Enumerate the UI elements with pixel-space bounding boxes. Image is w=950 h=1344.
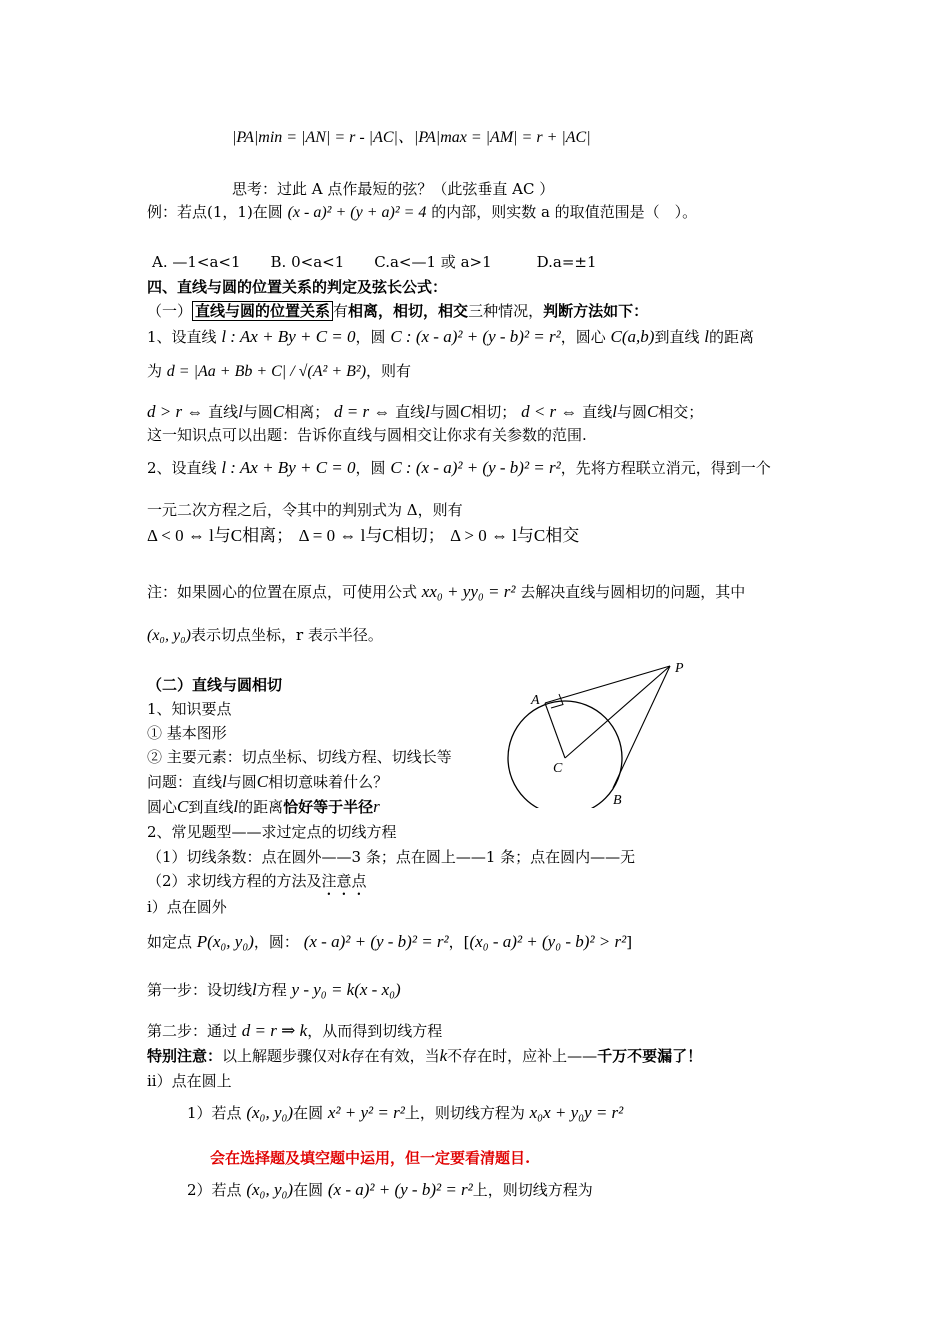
example-line bbox=[147, 203, 697, 222]
distance-cases-line bbox=[147, 402, 703, 422]
point-on-circle bbox=[147, 1072, 232, 1090]
discriminant-text: 一元二次方程之后，令其中的判别式为 Δ，则有 bbox=[147, 501, 463, 519]
question-prefix: 问题：直线 bbox=[147, 773, 223, 791]
case-two-then: 上，则切线方程为 bbox=[472, 1181, 593, 1199]
section-four-heading bbox=[147, 278, 447, 296]
knowledge-points-text: 1、知识要点 bbox=[147, 700, 232, 718]
special-attention bbox=[147, 1046, 702, 1066]
line-pc bbox=[565, 666, 670, 758]
line-equation-2: l : Ax + By + C = 0 bbox=[221, 458, 356, 477]
tangent-point-line bbox=[147, 626, 383, 645]
equation-word: 方程 bbox=[256, 981, 287, 999]
basic-figure bbox=[147, 724, 227, 742]
tangent-line-pa bbox=[545, 666, 670, 703]
distance-formula-line bbox=[147, 362, 411, 381]
l-symbol-1: l bbox=[238, 402, 243, 421]
method-prefix: （2）求切线方程的方法及 bbox=[147, 872, 322, 890]
case-one-origin bbox=[187, 1103, 623, 1123]
circle-label: ，圆： bbox=[253, 933, 299, 951]
d-eq-r: d = r ⇒ k bbox=[241, 1021, 308, 1040]
options-text: A. —1<a<1 B. 0<a<1 C.a<—1 或 a>1 D.a=±1 bbox=[152, 253, 597, 271]
subsection-two-text: （二）直线与圆相切 bbox=[147, 676, 283, 694]
judge-method: 判断方法如下： bbox=[543, 302, 649, 320]
line-equation: l : Ax + By + C = 0 bbox=[221, 327, 356, 346]
discriminant-cases bbox=[147, 526, 579, 546]
case-two-circle-word: 在圆 bbox=[293, 1181, 324, 1199]
circle-shape bbox=[508, 701, 622, 808]
then-word: ，则有 bbox=[366, 362, 412, 380]
step-two-prefix: 第二步：通过 bbox=[147, 1022, 238, 1040]
l-symbol-3: l bbox=[612, 402, 617, 421]
q-circle-word: 与圆 bbox=[226, 773, 257, 791]
note-prefix: 注：如果圆心的位置在原点，可使用公式 bbox=[147, 583, 418, 601]
item-one-line bbox=[147, 327, 754, 347]
thinking-text: 思考：过此 A 点作最短的弦？（此弦垂直 AC ） bbox=[232, 180, 555, 198]
center-word: 圆心 bbox=[147, 798, 178, 816]
pa-min-max-formula bbox=[232, 128, 591, 147]
bracket-open: ，[ bbox=[448, 933, 470, 951]
example-circle-equation: (x - a)² + (y + a)² = 4 bbox=[287, 204, 427, 221]
line-word-3: 直线 bbox=[582, 403, 613, 421]
case-one-point: (x₀, y₀) bbox=[246, 1103, 294, 1122]
main-elements-text: ② 主要元素：切点坐标、切线方程、切线长等 bbox=[147, 748, 452, 766]
item-one-prefix: 1、设直线 bbox=[147, 328, 217, 346]
delta-lt: Δ < 0 ⇔ l与C相离 bbox=[147, 526, 277, 545]
fixed-point-line bbox=[147, 932, 632, 952]
example-options bbox=[152, 253, 597, 271]
item-two-circle-word: ，圆 bbox=[355, 459, 386, 477]
line-symbol: l bbox=[704, 327, 709, 346]
tangent-point: (x₀, y₀) bbox=[147, 627, 191, 644]
tangent-point-desc: 表示切点坐标，r 表示半径。 bbox=[190, 626, 383, 644]
equal-radius: 恰好等于半径 bbox=[283, 798, 374, 816]
circle-equation: C : (x - a)² + (y - b)² = r² bbox=[390, 327, 561, 346]
circle-word-1: 与圆 bbox=[242, 403, 273, 421]
k-symbol-2: k bbox=[439, 1046, 448, 1065]
general-circle: (x - a)² + (y - b)² = r² bbox=[327, 1180, 473, 1199]
example-prefix: 例：若点(1，1)在圆 bbox=[147, 203, 283, 221]
tangent-count-text: （1）切线条数：点在圆外——3 条；点在圆上——1 条；点在圆内——无 bbox=[147, 848, 636, 866]
origin-tangent-formula: xx₀ + yy₀ = r² bbox=[421, 582, 516, 601]
tangent-word: 相切； bbox=[471, 403, 517, 421]
point-outside-text: i）点在圆外 bbox=[147, 898, 227, 916]
cd-l: l bbox=[233, 797, 239, 816]
knowledge-points bbox=[147, 700, 232, 718]
r-symbol: r bbox=[373, 797, 380, 816]
discriminant-line bbox=[147, 501, 463, 519]
case-lt: d < r ⇔ bbox=[521, 402, 578, 421]
tangent-method bbox=[147, 872, 367, 899]
intersect-word: 相交； bbox=[658, 403, 704, 421]
tangent-line-pb bbox=[613, 666, 670, 788]
note-rest: 去解决直线与圆相切的问题，其中 bbox=[520, 583, 746, 601]
point-outside bbox=[147, 898, 227, 916]
label-a: A bbox=[531, 693, 540, 708]
dont-miss: 千万不要漏了！ bbox=[597, 1047, 703, 1065]
point-slope-equation: y - y₀ = k(x - x₀) bbox=[291, 980, 401, 999]
k-symbol-1: k bbox=[342, 1046, 350, 1065]
knowledge-text: 这一知识点可以出题：告诉你直线与圆相交让你求有关参数的范围. bbox=[147, 426, 587, 444]
origin-circle: x² + y² = r² bbox=[327, 1103, 405, 1122]
common-type-text: 2、常见题型——求过定点的切线方程 bbox=[147, 823, 397, 841]
sub-one-you: 有 bbox=[333, 302, 349, 320]
delta-eq: Δ = 0 ⇔ l与C相切 bbox=[298, 526, 428, 545]
example-question: 的内部，则实数 a 的取值范围是（ ）。 bbox=[431, 203, 698, 221]
wei-word: 为 bbox=[147, 362, 163, 380]
basic-figure-text: ① 基本图形 bbox=[147, 724, 227, 742]
center-point: C(a,b) bbox=[610, 327, 655, 346]
q-c: C bbox=[256, 772, 269, 791]
outside-condition: (x₀ - a)² + (y₀ - b)² > r² bbox=[469, 932, 627, 951]
case-one-prefix: 1）若点 bbox=[187, 1104, 242, 1122]
item-two-prefix: 2、设直线 bbox=[147, 459, 217, 477]
fixed-point: P(x₀, y₀) bbox=[196, 932, 254, 951]
question-line bbox=[147, 772, 388, 792]
thinking-line bbox=[232, 180, 554, 198]
distance-word: 的距离 bbox=[238, 798, 284, 816]
subsection-one-line bbox=[147, 302, 648, 320]
case-eq: d = r ⇔ bbox=[334, 402, 391, 421]
case-gt: d > r ⇔ bbox=[147, 402, 204, 421]
sep-2: ； bbox=[427, 526, 445, 546]
sub-one-prefix: （一） bbox=[147, 302, 193, 320]
tangent-count bbox=[147, 848, 635, 866]
sub-one-cases: 三种情况， bbox=[468, 302, 544, 320]
label-b: B bbox=[613, 793, 622, 808]
c-symbol-3: C bbox=[646, 402, 659, 421]
boxed-term: 直线与圆的位置关系 bbox=[192, 301, 333, 321]
circle-word-2: 与圆 bbox=[429, 403, 460, 421]
main-elements bbox=[147, 748, 452, 766]
c-symbol-2: C bbox=[459, 402, 472, 421]
step-one-l: l bbox=[252, 980, 257, 999]
l-symbol-2: l bbox=[425, 402, 430, 421]
note-knowledge-line bbox=[147, 426, 587, 444]
distance-formula: d = |Aa + Bb + C| / √(A² + B²) bbox=[166, 363, 367, 380]
sep-1: ； bbox=[276, 526, 294, 546]
item-one-circle-word: ，圆 bbox=[355, 328, 386, 346]
item-one-to-line: 到直线 bbox=[654, 328, 700, 346]
step-one bbox=[147, 980, 401, 1000]
tangent-figure bbox=[495, 658, 705, 808]
step-one-prefix: 第一步：设切线 bbox=[147, 981, 253, 999]
red-note bbox=[210, 1149, 530, 1167]
question-rest: 相切意味着什么？ bbox=[268, 773, 389, 791]
common-question-type bbox=[147, 823, 397, 841]
subsection-two-heading bbox=[147, 676, 282, 694]
origin-tangent-line: x₀x + y₀y = r² bbox=[529, 1103, 624, 1122]
heading-text: 四、直线与圆的位置关系的判定及弦长公式： bbox=[147, 278, 448, 296]
label-c: C bbox=[553, 761, 563, 776]
circle-word-3: 与圆 bbox=[616, 403, 647, 421]
line-word-2: 直线 bbox=[395, 403, 426, 421]
bracket-close: ] bbox=[626, 933, 633, 951]
note-origin-line bbox=[147, 582, 745, 602]
step-two bbox=[147, 1021, 442, 1041]
three-cases: 相离，相切，相交 bbox=[348, 302, 469, 320]
special-text-1: 以上解题步骤仅对 bbox=[222, 1047, 343, 1065]
delta-gt: Δ > 0 ⇔ l与C相交 bbox=[450, 526, 580, 545]
point-on-circle-text: ii）点在圆上 bbox=[147, 1072, 232, 1090]
formula-text: |PA|min = |AN| = r - |AC|、|PA|max = |AM| = r + |AC| bbox=[232, 129, 591, 146]
case-two-prefix: 2）若点 bbox=[187, 1181, 242, 1199]
circle-eq-3: (x - a)² + (y - b)² = r² bbox=[303, 932, 449, 951]
to-line-word: 到直线 bbox=[188, 798, 234, 816]
item-one-distance: 的距离 bbox=[709, 328, 755, 346]
item-two-line bbox=[147, 458, 771, 478]
special-text-2: 存在有效，当 bbox=[349, 1047, 440, 1065]
radius-ca bbox=[545, 703, 565, 758]
red-note-text: 会在选择题及填空题中运用，但一定要看清题目. bbox=[210, 1149, 531, 1167]
step-two-rest: ，从而得到切线方程 bbox=[307, 1022, 443, 1040]
special-label: 特别注意： bbox=[147, 1047, 223, 1065]
case-two-general bbox=[187, 1180, 593, 1200]
label-p: P bbox=[675, 661, 684, 676]
item-two-rest: ，先将方程联立消元，得到一个 bbox=[560, 459, 771, 477]
center-distance-line bbox=[147, 797, 380, 817]
item-one-center-word: ，圆心 bbox=[560, 328, 606, 346]
case-two-point: (x₀, y₀) bbox=[246, 1180, 294, 1199]
special-text-3: 不存在时，应补上—— bbox=[447, 1047, 598, 1065]
cd-c: C bbox=[177, 797, 189, 816]
separate-word: 相离； bbox=[284, 403, 330, 421]
case-one-then: 上，则切线方程为 bbox=[404, 1104, 525, 1122]
circle-equation-2: C : (x - a)² + (y - b)² = r² bbox=[390, 458, 561, 477]
fixed-point-prefix: 如定点 bbox=[147, 933, 193, 951]
c-symbol-1: C bbox=[272, 402, 285, 421]
case-one-circle-word: 在圆 bbox=[293, 1104, 324, 1122]
line-word-1: 直线 bbox=[208, 403, 239, 421]
attention-points: 注意点 bbox=[321, 872, 367, 890]
q-l: l bbox=[222, 772, 227, 791]
